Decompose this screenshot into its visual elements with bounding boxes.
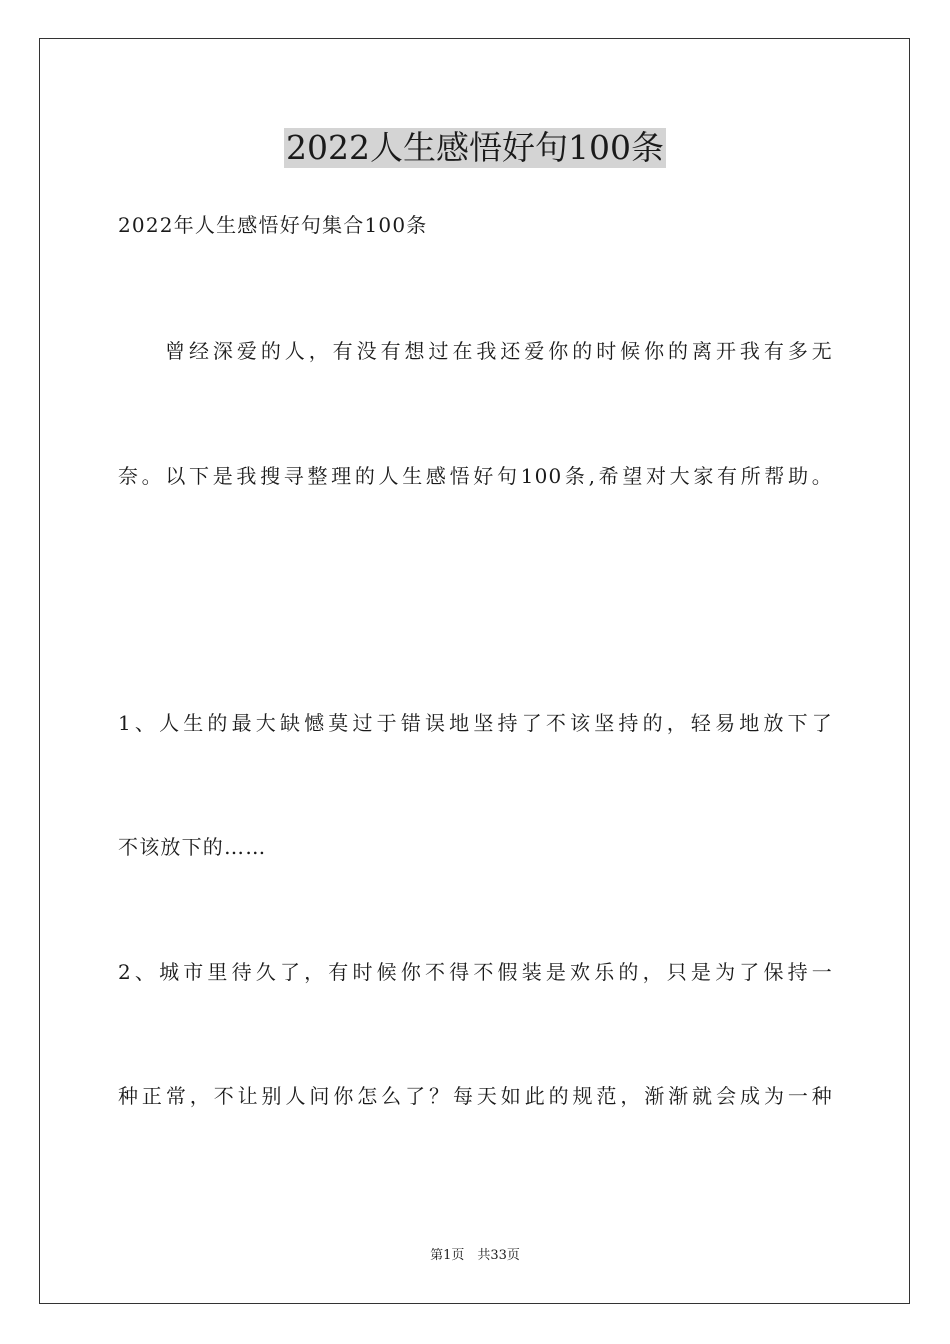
intro-line-2: 奈。以下是我搜寻整理的人生感悟好句100条,希望对大家有所帮助。 [118,464,833,488]
page-footer: 第1页 共33页 [430,1248,520,1263]
item-2-line-2: 种正常，不让别人问你怎么了？每天如此的规范，渐渐就会成为一种 [118,1084,833,1108]
document-title: 2022人生感悟好句100条 [286,128,664,167]
intro-line-1: 曾经深爱的人，有没有想过在我还爱你的时候你的离开我有多无 [165,339,833,363]
item-1-line-1: 1、人生的最大缺憾莫过于错误地坚持了不该坚持的，轻易地放下了 [118,711,833,735]
item-1-line-2: 不该放下的…… [118,835,267,859]
item-2-line-1: 2、城市里待久了，有时候你不得不假装是欢乐的，只是为了保持一 [118,960,833,984]
title-container [0,128,950,168]
document-subtitle: 2022年人生感悟好句集合100条 [118,213,428,237]
